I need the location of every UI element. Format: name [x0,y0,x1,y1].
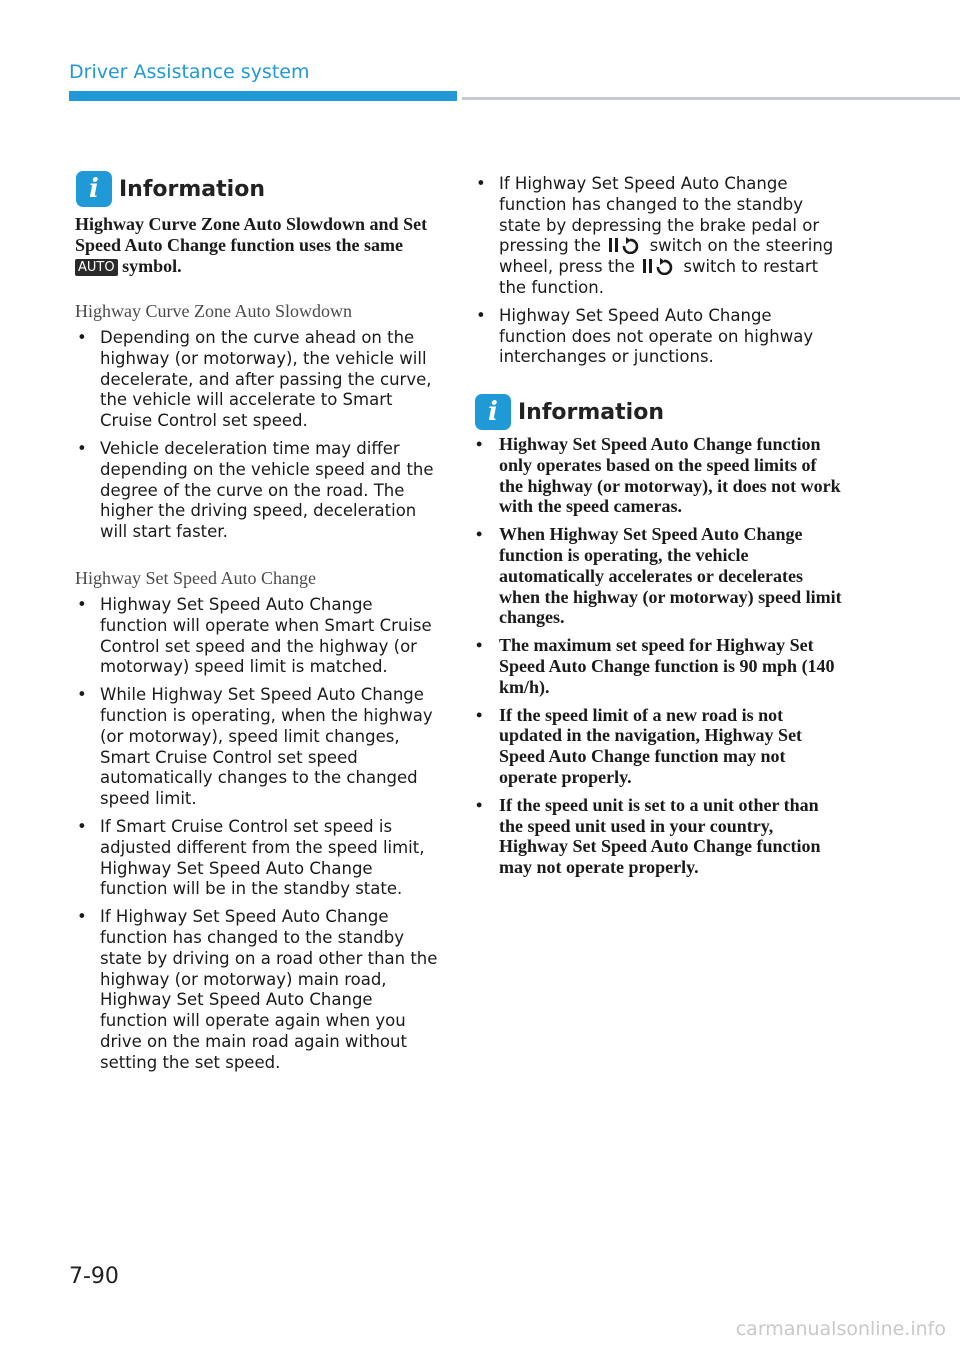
list-item: • While Highway Set Speed Auto Change function is operating, when the highway (or motorway), speed limit changes, Smart Cruise Control set speed automatically changes to the changed speed limit. [74,685,442,810]
info-bullet-list [473,434,843,885]
list-item: • Depending on the curve ahead on the highway (or motorway), the vehicle will decelerate, and after passing the curve, the vehicle will accelerate to Smart Cruise Control set speed. [74,328,442,432]
info-note-text: Highway Curve Zone Auto Slowdown and Set Speed Auto Change function uses the same [75,214,428,255]
list-item: • Highway Set Speed Auto Change function does not operate on highway interchanges or junctions. [473,306,843,368]
list-item: • If the speed limit of a new road is not updated in the navigation, Highway Set Speed Auto Change function may not operate properly. [473,705,843,788]
list-item: • Vehicle deceleration time may differ depending on the vehicle speed and the degree of the curve on the road. The higher the driving speed, deceleration will start faster. [74,439,442,543]
list-item: • When Highway Set Speed Auto Change function is operating, the vehicle automatically accelerates or decelerates when the highway (or motorway) speed limit changes. [473,524,843,628]
info-note-text-end: symbol. [117,256,182,276]
cruise-pause-resume-switch-icon [642,257,676,275]
watermark: carmanualsonline.info [735,1318,946,1340]
information-icon: i [475,394,511,430]
info-note-auto-symbol [75,214,447,277]
standby-bullet-list [473,174,843,375]
list-item: • The maximum set speed for Highway Set Speed Auto Change function is 90 mph (140 km/h). [473,635,843,697]
list-item: • Highway Set Speed Auto Change function only operates based on the speed limits of the highway (or motorway), it does not work with the speed cameras. [473,434,843,517]
subheading-curve-zone: Highway Curve Zone Auto Slowdown [75,301,352,321]
speed-bullet-list [74,595,442,1081]
list-item: • Highway Set Speed Auto Change function will operate when Smart Cruise Control set speed and the highway (or motorway) speed limit is matched. [74,595,442,678]
auto-badge: AUTO [75,259,118,276]
header-divider [462,97,960,100]
cruise-pause-resume-switch-icon [608,236,642,254]
info-label: Information [119,176,265,202]
info-heading-2 [475,394,664,430]
list-item: • If Smart Cruise Control set speed is adjusted different from the speed limit, Highway Set Speed Auto Change function will be in the standby state. [74,817,442,900]
curve-bullet-list [74,328,442,550]
info-heading-1 [76,171,265,207]
list-item: • If Highway Set Speed Auto Change function has changed to the standby state by driving on a road other than the highway (or motorway) main road, Highway Set Speed Auto Change function will operate again when you drive on the main road again without setting the set speed. [74,907,442,1073]
header-accent-bar [69,91,457,101]
list-item: • If the speed unit is set to a unit other than the speed unit used in your country, Highway Set Speed Auto Change function may not operate properly. [473,795,843,878]
page-number: 7-90 [69,1264,119,1289]
information-icon: i [76,171,112,207]
info-label: Information [518,399,664,425]
list-item: • If Highway Set Speed Auto Change function has changed to the standby state by depressing the brake pedal or pressing the switch on the steering wheel, press the switch to restart the function. [473,174,843,299]
subheading-set-speed: Highway Set Speed Auto Change [75,568,316,588]
section-title: Driver Assistance system [69,61,310,83]
